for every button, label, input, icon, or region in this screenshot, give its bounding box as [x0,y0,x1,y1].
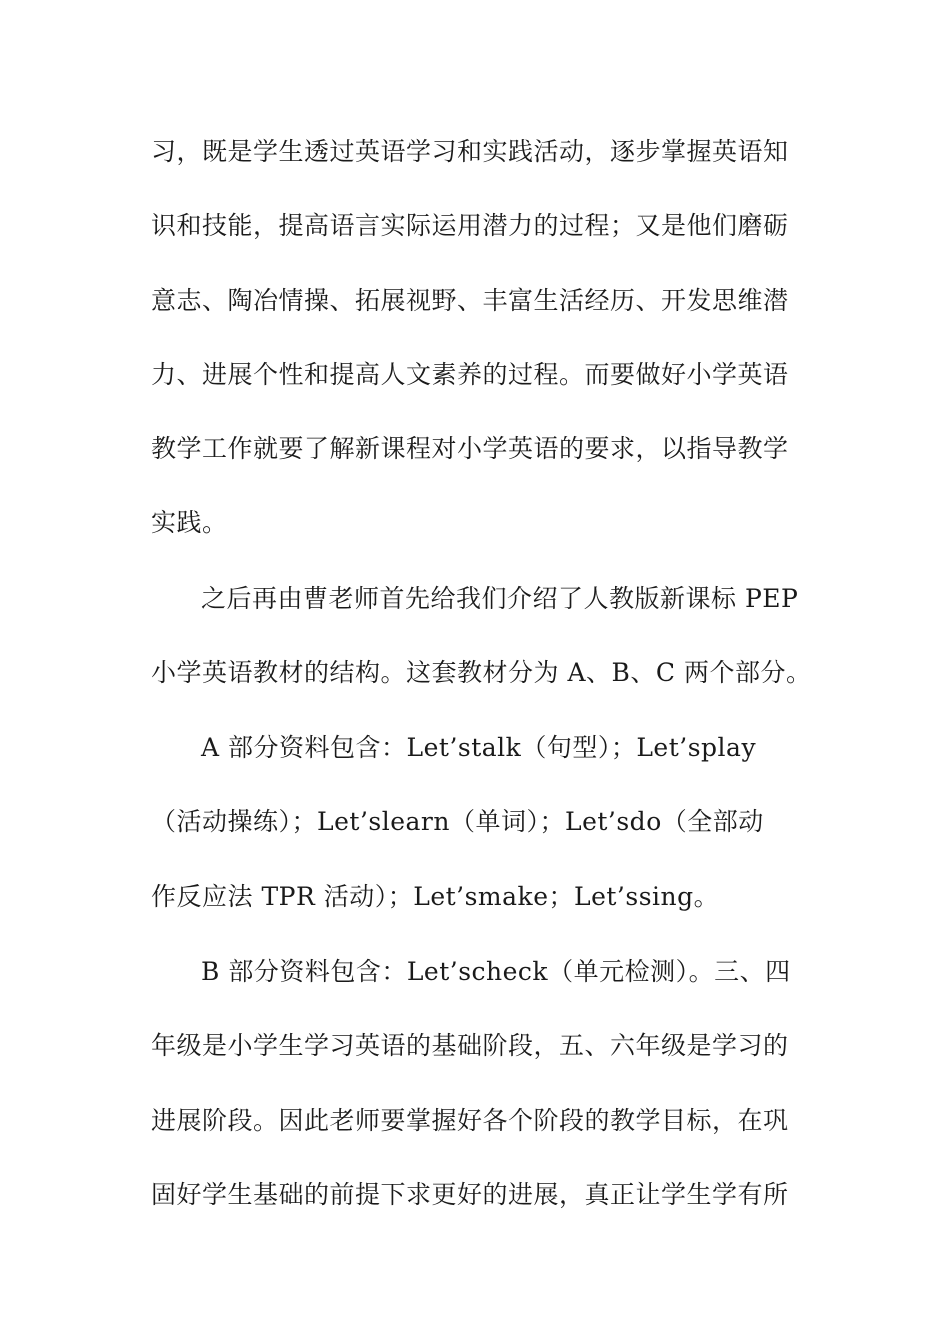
text-line-13: 年级是小学生学习英语的基础阶段，五、六年级是学习的 [151,1031,789,1060]
text-line-11: 作反应法 TPR 活动）；Let’smake；Let’ssing。 [151,882,720,911]
text-line-14: 进展阶段。因此老师要掌握好各个阶段的教学目标，在巩 [151,1106,789,1135]
text-line-3: 意志、陶冶情操、拓展视野、丰富生活经历、开发思维潜 [151,286,789,315]
text-line-15: 固好学生基础的前提下求更好的进展，真正让学生学有所 [151,1180,789,1209]
text-line-6: 实践。 [151,508,228,537]
text-line-9: A 部分资料包含：Let’stalk（句型）；Let’splay [201,733,757,762]
text-line-2: 识和技能，提高语言实际运用潜力的过程；又是他们磨砺 [151,211,789,240]
text-line-8: 小学英语教材的结构。这套教材分为 A、B、C 两个部分。 [151,658,812,687]
text-line-5: 教学工作就要了解新课程对小学英语的要求，以指导教学 [151,434,789,463]
text-line-7: 之后再由曹老师首先给我们介绍了人教版新课标 PEP [201,584,799,613]
text-line-10: （活动操练）；Let’slearn（单词）；Let’sdo（全部动 [151,807,764,836]
text-line-1: 习，既是学生透过英语学习和实践活动，逐步掌握英语知 [151,137,789,166]
text-line-4: 力、进展个性和提高人文素养的过程。而要做好小学英语 [151,360,789,389]
text-line-12: B 部分资料包含：Let’scheck（单元检测）。三、四 [201,957,791,986]
